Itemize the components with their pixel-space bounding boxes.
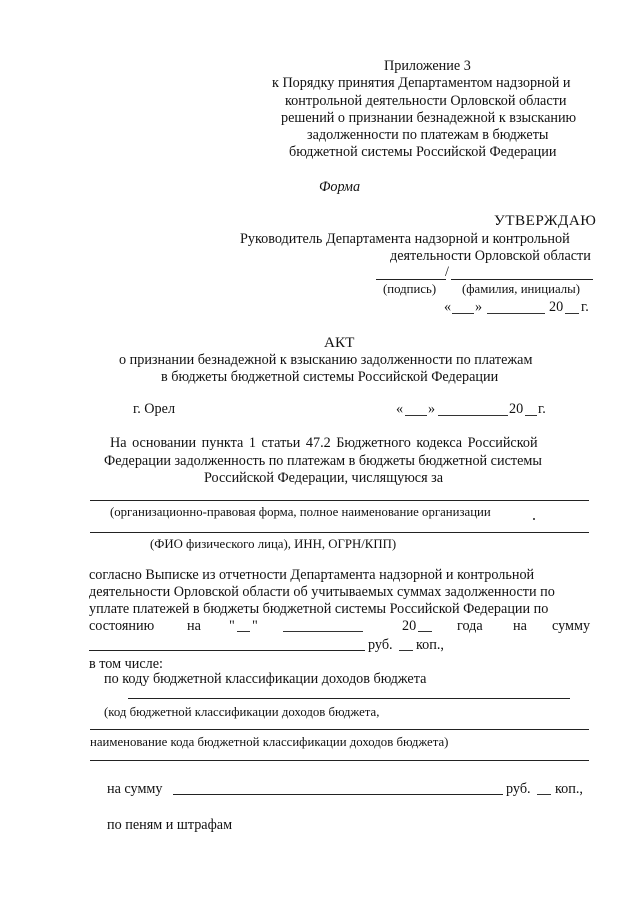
name-caption: (фамилия, инициалы) bbox=[462, 282, 580, 296]
to-word: на bbox=[513, 618, 527, 634]
extra-field-line[interactable] bbox=[90, 760, 589, 761]
act-month-line[interactable] bbox=[438, 415, 508, 416]
act-date-open-quote: « bbox=[396, 401, 404, 417]
amount-label: на сумму bbox=[107, 781, 163, 797]
act-subtitle-line-2: в бюджеты бюджетной системы Российской Федерации bbox=[161, 369, 499, 385]
total-kop-label: коп., bbox=[416, 637, 444, 653]
act-subtitle-line-1: о признании безнадежной к взысканию задолженности по платежам bbox=[119, 352, 533, 368]
approval-date-close-quote: » bbox=[475, 299, 483, 315]
state-year-prefix: 20 bbox=[402, 618, 417, 634]
state-year-line[interactable] bbox=[418, 631, 432, 632]
total-amount-line[interactable] bbox=[89, 650, 365, 651]
approve-title: УТВЕРЖДАЮ bbox=[494, 212, 597, 229]
name-initials-line[interactable] bbox=[451, 279, 593, 280]
city-label: г. Орел bbox=[133, 401, 176, 417]
sum-word: сумму bbox=[552, 618, 591, 634]
approver-position-line-1: Руководитель Департамента надзорной и контрольной bbox=[240, 231, 570, 247]
penalties-label: по пеням и штрафам bbox=[107, 817, 233, 833]
on-word: на bbox=[187, 618, 201, 634]
state-date-open-quote: " bbox=[229, 618, 235, 634]
signature-slash: / bbox=[445, 264, 449, 280]
appendix-line-5: бюджетной системы Российской Федерации bbox=[289, 144, 557, 160]
act-year-line[interactable] bbox=[525, 415, 537, 416]
state-month-line[interactable] bbox=[283, 631, 363, 632]
signature-line[interactable] bbox=[376, 279, 446, 280]
extract-line-1-text: согласно Выписке из отчетности Департамента надзорной и контрольной bbox=[89, 567, 535, 583]
state-day-line[interactable] bbox=[237, 631, 250, 632]
approval-year-suffix: г. bbox=[581, 299, 589, 315]
extract-line-3: уплате платежей в бюджеты бюджетной системы Российской Федерации по bbox=[89, 601, 549, 617]
code-caption: (код бюджетной классификации доходов бюджета, bbox=[104, 705, 380, 719]
basis-line-2: Федерации задолженность по платежам в бюджеты бюджетной системы bbox=[104, 453, 542, 469]
code-amount-line[interactable] bbox=[173, 794, 503, 795]
act-title: АКТ bbox=[324, 334, 355, 351]
organization-caption: (организационно-правовая форма, полное наименование организации bbox=[110, 505, 491, 519]
organization-field-line[interactable] bbox=[90, 500, 589, 501]
act-year-suffix: г. bbox=[538, 401, 546, 417]
state-word: состоянию bbox=[89, 618, 155, 634]
approval-day-line[interactable] bbox=[452, 313, 474, 314]
scan-speck bbox=[533, 518, 535, 520]
total-rub-label: руб. bbox=[368, 637, 393, 653]
code-name-field-line[interactable] bbox=[90, 729, 589, 730]
person-field-line[interactable] bbox=[90, 532, 589, 533]
approval-month-line[interactable] bbox=[487, 313, 545, 314]
state-date-close-quote: " bbox=[252, 618, 258, 634]
code-rub-label: руб. bbox=[506, 781, 531, 797]
approval-year-prefix: 20 bbox=[549, 299, 564, 315]
code-kop-label: коп., bbox=[555, 781, 583, 797]
code-field-line[interactable] bbox=[128, 698, 570, 699]
appendix-line-1: к Порядку принятия Департаментом надзорной и bbox=[272, 75, 571, 91]
approver-position-line-2: деятельности Орловской области bbox=[390, 248, 591, 264]
year-word: года bbox=[457, 618, 483, 634]
extract-line-1 bbox=[89, 568, 596, 582]
appendix-line-2: контрольной деятельности Орловской области bbox=[285, 93, 567, 109]
including-label: в том числе: bbox=[89, 656, 163, 672]
total-kop-line[interactable] bbox=[399, 650, 413, 651]
appendix-number: Приложение 3 bbox=[384, 58, 471, 74]
basis-line-3: Российской Федерации, числящуюся за bbox=[204, 470, 444, 486]
by-code-label: по коду бюджетной классификации доходов бюджета bbox=[104, 671, 427, 687]
code-kop-line[interactable] bbox=[537, 794, 551, 795]
code-name-caption: наименование кода бюджетной классификации доходов бюджета) bbox=[90, 735, 449, 749]
signature-caption: (подпись) bbox=[383, 282, 437, 296]
act-date-close-quote: » bbox=[428, 401, 436, 417]
act-year-prefix: 20 bbox=[509, 401, 524, 417]
form-label: Форма bbox=[319, 179, 361, 195]
approval-year-line[interactable] bbox=[565, 313, 579, 314]
basis-line-1: На основании пункта 1 статьи 47.2 Бюджетного кодекса Российской bbox=[110, 435, 538, 451]
approval-date-open-quote: « bbox=[444, 299, 452, 315]
extract-line-2: деятельности Орловской области об учитываемых суммах задолженности по bbox=[89, 584, 555, 600]
appendix-line-3: решений о признании безнадежной к взысканию bbox=[281, 110, 577, 126]
act-day-line[interactable] bbox=[405, 415, 427, 416]
person-caption: (ФИО физического лица), ИНН, ОГРН/КПП) bbox=[150, 537, 397, 551]
appendix-line-4: задолженности по платежам в бюджеты bbox=[307, 127, 549, 143]
